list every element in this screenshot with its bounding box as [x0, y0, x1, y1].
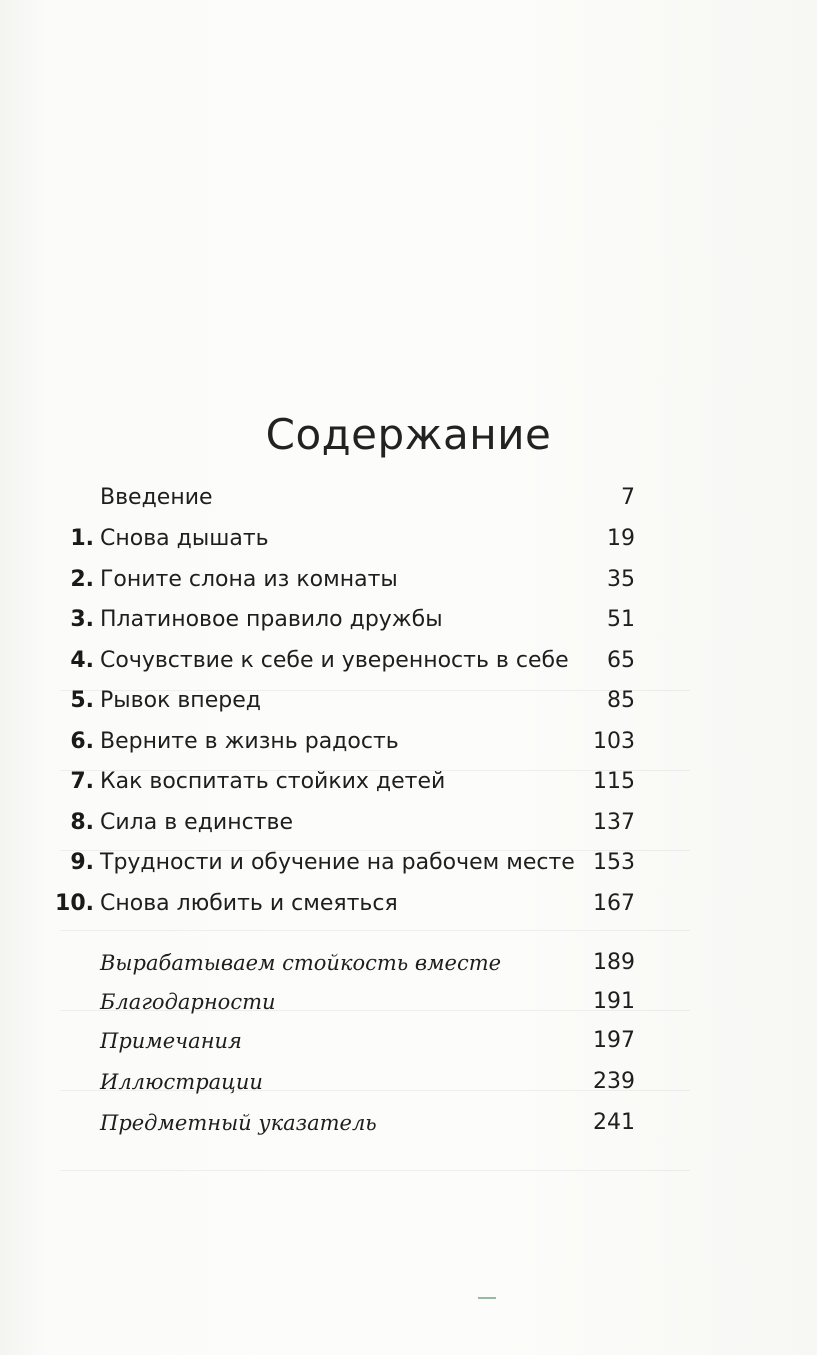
chapter-number: 3. [70, 607, 94, 632]
chapter-number: 5. [70, 688, 94, 713]
toc-entry-back-matter[interactable] [50, 1103, 635, 1143]
page-tick-mark [478, 1297, 496, 1299]
chapter-number: 7. [70, 769, 94, 794]
toc-entry-page: 167 [593, 891, 635, 916]
toc-entry-page: 35 [607, 567, 635, 592]
toc-entry-back-matter[interactable] [50, 1021, 635, 1061]
toc-entry-chapter-1[interactable] [50, 519, 635, 559]
toc-entry-label: Предметный указатель [100, 1111, 377, 1135]
toc-entry-label: Благодарности [100, 990, 276, 1014]
toc-entry-label: Рывок вперед [100, 688, 261, 713]
toc-entry-page: 137 [593, 810, 635, 835]
toc-entry-page: 19 [607, 526, 635, 551]
page-title: Содержание [265, 410, 552, 459]
toc-entry-back-matter[interactable] [50, 982, 635, 1022]
toc-entry-chapter-5[interactable] [50, 681, 635, 721]
toc-entry-page: 103 [593, 729, 635, 754]
toc-entry-chapter-2[interactable] [50, 560, 635, 600]
toc-entry-page: 197 [593, 1028, 635, 1053]
toc-entry-label: Снова любить и смеяться [100, 891, 398, 916]
chapter-number: 1. [70, 526, 94, 551]
toc-entry-page: 115 [593, 769, 635, 794]
toc-entry-page: 65 [607, 648, 635, 673]
toc-entry-page: 7 [621, 485, 635, 510]
toc-entry-label: Введение [100, 485, 213, 510]
toc-entry-page: 85 [607, 688, 635, 713]
toc-entry-page: 153 [593, 850, 635, 875]
toc-entry-page: 239 [593, 1069, 635, 1094]
chapter-number: 4. [70, 648, 94, 673]
toc-entry-page: 189 [593, 950, 635, 975]
toc-entry-back-matter[interactable] [50, 1062, 635, 1102]
toc-entry-page: 241 [593, 1110, 635, 1135]
toc-entry-intro[interactable] [50, 478, 635, 518]
toc-entry-label: Примечания [100, 1029, 242, 1053]
toc-entry-label: Сочувствие к себе и уверенность в себе [100, 648, 569, 673]
toc-entry-chapter-8[interactable] [50, 803, 635, 843]
toc-entry-chapter-9[interactable] [50, 843, 635, 883]
toc-entry-label: Иллюстрации [100, 1070, 263, 1094]
toc-entry-chapter-4[interactable] [50, 641, 635, 681]
toc-entry-chapter-10[interactable] [50, 884, 635, 924]
toc-entry-label: Трудности и обучение на рабочем месте [100, 850, 575, 875]
toc-entry-back-matter[interactable] [50, 943, 635, 983]
toc-entry-chapter-7[interactable] [50, 762, 635, 802]
toc-entry-label: Платиновое правило дружбы [100, 607, 443, 632]
chapter-number: 10. [55, 891, 94, 916]
toc-entry-chapter-3[interactable] [50, 600, 635, 640]
toc-entry-label: Верните в жизнь радость [100, 729, 399, 754]
toc-entry-label: Гоните слона из комнаты [100, 567, 398, 592]
chapter-number: 2. [70, 567, 94, 592]
toc-entry-chapter-6[interactable] [50, 722, 635, 762]
toc-entry-label: Сила в единстве [100, 810, 293, 835]
chapter-number: 8. [70, 810, 94, 835]
chapter-number: 9. [70, 850, 94, 875]
toc-entry-label: Как воспитать стойких детей [100, 769, 446, 794]
chapter-number: 6. [70, 729, 94, 754]
toc-entry-page: 191 [593, 989, 635, 1014]
toc-entry-label: Снова дышать [100, 526, 269, 551]
toc-entry-page: 51 [607, 607, 635, 632]
toc-entry-label: Вырабатываем стойкость вместе [100, 951, 502, 975]
